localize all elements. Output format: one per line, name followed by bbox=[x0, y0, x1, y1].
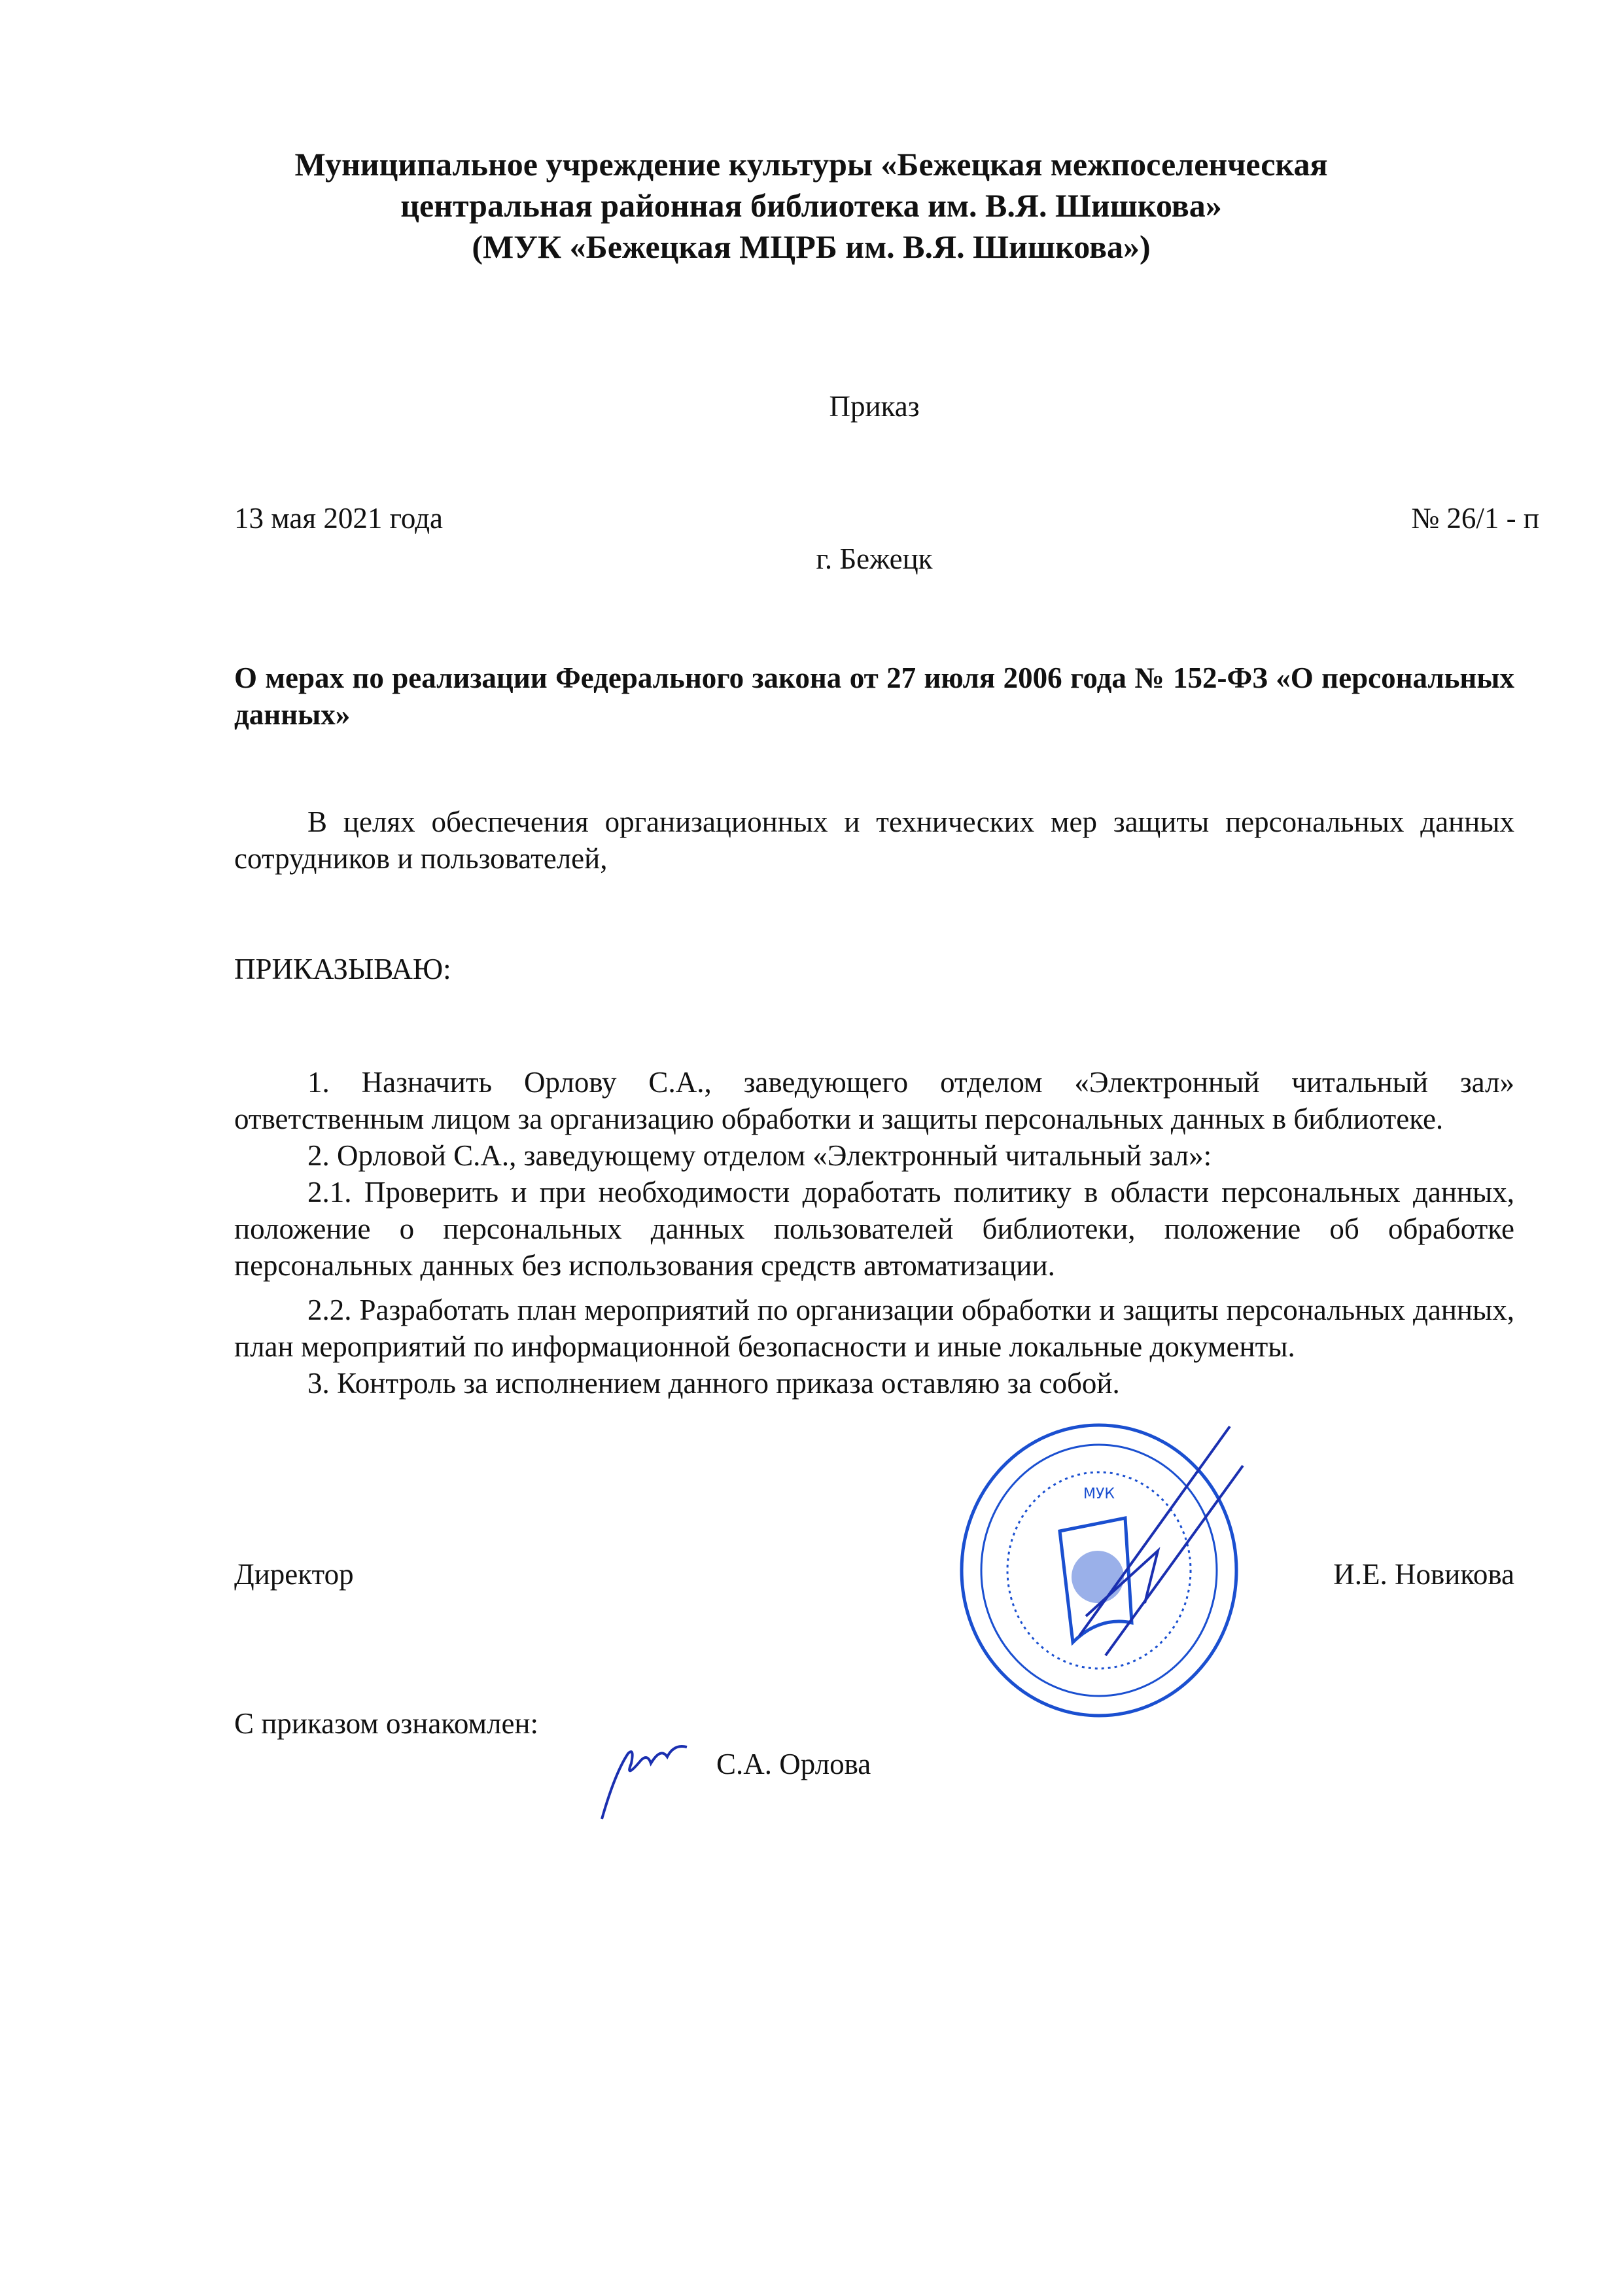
order-item: 2.1. Проверить и при необходимости доработать политику в области персональных данных, положение о персональных данных пользователей библиотеки, положение об обработке персональных данных без использования средств автоматизации. bbox=[234, 1176, 1514, 1282]
header-line: (МУК «Бежецкая МЦРБ им. В.Я. Шишкова») bbox=[472, 228, 1151, 265]
order-item: 2. Орловой С.А., заведующему отделом «Электронный читальный зал»: bbox=[307, 1139, 1212, 1172]
preamble: В целях обеспечения организационных и технических мер защиты персональных данных сотрудников и пользователей, bbox=[234, 805, 1514, 875]
order-item: 3. Контроль за исполнением данного приказа оставляю за собой. bbox=[307, 1367, 1120, 1400]
signature-position: Директор bbox=[234, 1558, 354, 1591]
order-item: 2.2. Разработать план мероприятий по организации обработки и защиты персональных данных, план мероприятий по информационной безопасности и иные локальные документы. bbox=[234, 1294, 1514, 1363]
document-number: № 26/1 - п bbox=[1411, 502, 1539, 535]
document-city: г. Бежецк bbox=[816, 542, 933, 575]
order-word: ПРИКАЗЫВАЮ: bbox=[234, 953, 451, 985]
svg-text:МУК: МУК bbox=[1083, 1486, 1115, 1502]
acknowledged-name: С.А. Орлова bbox=[716, 1748, 871, 1780]
acknowledged-label: С приказом ознакомлен: bbox=[234, 1707, 539, 1740]
order-items bbox=[234, 1064, 1514, 1402]
document-subject: О мерах по реализации Федерального закона от 27 июля 2006 года № 152-ФЗ «О персональных данных» bbox=[234, 662, 1514, 731]
order-item: 1. Назначить Орлову С.А., заведующего отделом «Электронный читальный зал» ответственным лицом за организацию обработки и защиты персональных данных в библиотеке. bbox=[234, 1066, 1514, 1135]
document-type: Приказ bbox=[829, 390, 920, 423]
header-line: центральная районная библиотека им. В.Я. Шишкова» bbox=[400, 187, 1222, 224]
signature-name: И.Е. Новикова bbox=[1333, 1558, 1514, 1591]
organization-header bbox=[196, 144, 1426, 268]
handwritten-signature bbox=[589, 1734, 720, 1826]
official-stamp bbox=[949, 1420, 1249, 1721]
document-date: 13 мая 2021 года bbox=[234, 502, 443, 535]
header-line: Муниципальное учреждение культуры «Бежецкая межпоселенческая bbox=[294, 146, 1328, 183]
